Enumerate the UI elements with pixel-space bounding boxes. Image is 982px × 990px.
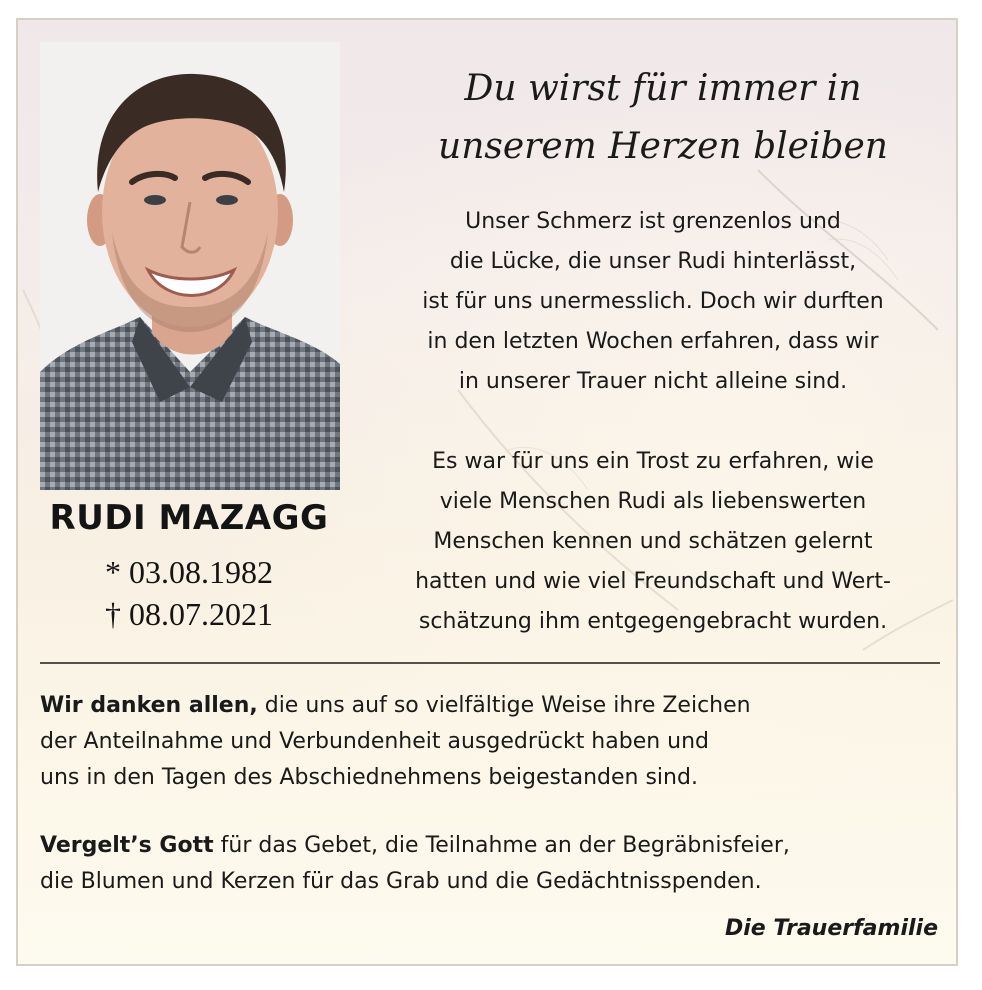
text-line: hatten und wie viel Freundschaft und Wert- bbox=[415, 569, 891, 594]
text-line: Es war für uns ein Trost zu erfahren, wie bbox=[432, 449, 874, 474]
obituary-card bbox=[16, 18, 958, 966]
text-line bbox=[40, 828, 940, 864]
deceased-name: RUDI MAZAGG bbox=[49, 498, 329, 538]
death-date: † 08.07.2021 bbox=[105, 596, 273, 632]
portrait-photo bbox=[40, 42, 340, 490]
text-line: die Blumen und Kerzen für das Grab und die Gedächtnisspenden. bbox=[40, 869, 762, 894]
text-line: ist für uns unermesslich. Doch wir durften bbox=[422, 289, 884, 314]
text-line: uns in den Tagen des Abschiednehmens beigestanden sind. bbox=[40, 765, 698, 790]
vergelts-gott-paragraph bbox=[40, 828, 940, 900]
text-line: der Anteilnahme und Verbundenheit ausgedrückt haben und bbox=[40, 729, 710, 754]
motto-line: Du wirst für immer in bbox=[464, 68, 862, 109]
paragraph-grief bbox=[356, 202, 950, 402]
thanks-paragraph bbox=[40, 688, 940, 796]
text-line: viele Menschen Rudi als liebenswerten bbox=[439, 489, 867, 514]
birth-date: * 03.08.1982 bbox=[105, 554, 273, 590]
thanks-text: die uns auf so vielfältige Weise ihre Zeichen bbox=[257, 693, 751, 718]
text-line: Unser Schmerz ist grenzenlos und bbox=[465, 209, 841, 234]
text-line: schätzung ihm entgegengebracht wurden. bbox=[418, 609, 888, 634]
vergelts-gott-lead: Vergelt’s Gott bbox=[40, 833, 214, 858]
text-line: in unserer Trauer nicht alleine sind. bbox=[458, 369, 848, 394]
family-signature: Die Trauerfamilie bbox=[725, 916, 938, 941]
paragraph-comfort bbox=[356, 442, 950, 642]
text-line: die Lücke, die unser Rudi hinterlässt, bbox=[449, 249, 857, 274]
motto-line: unserem Herzen bleiben bbox=[438, 126, 888, 167]
thanks-text: für das Gebet, die Teilnahme an der Begräbnisfeier, bbox=[213, 833, 790, 858]
text-line bbox=[40, 688, 940, 724]
thanks-lead: Wir danken allen, bbox=[40, 693, 258, 718]
text-line: Menschen kennen und schätzen gelernt bbox=[433, 529, 873, 554]
divider-line bbox=[40, 662, 940, 664]
text-line: in den letzten Wochen erfahren, dass wir bbox=[427, 329, 879, 354]
motto-heading bbox=[378, 60, 948, 176]
